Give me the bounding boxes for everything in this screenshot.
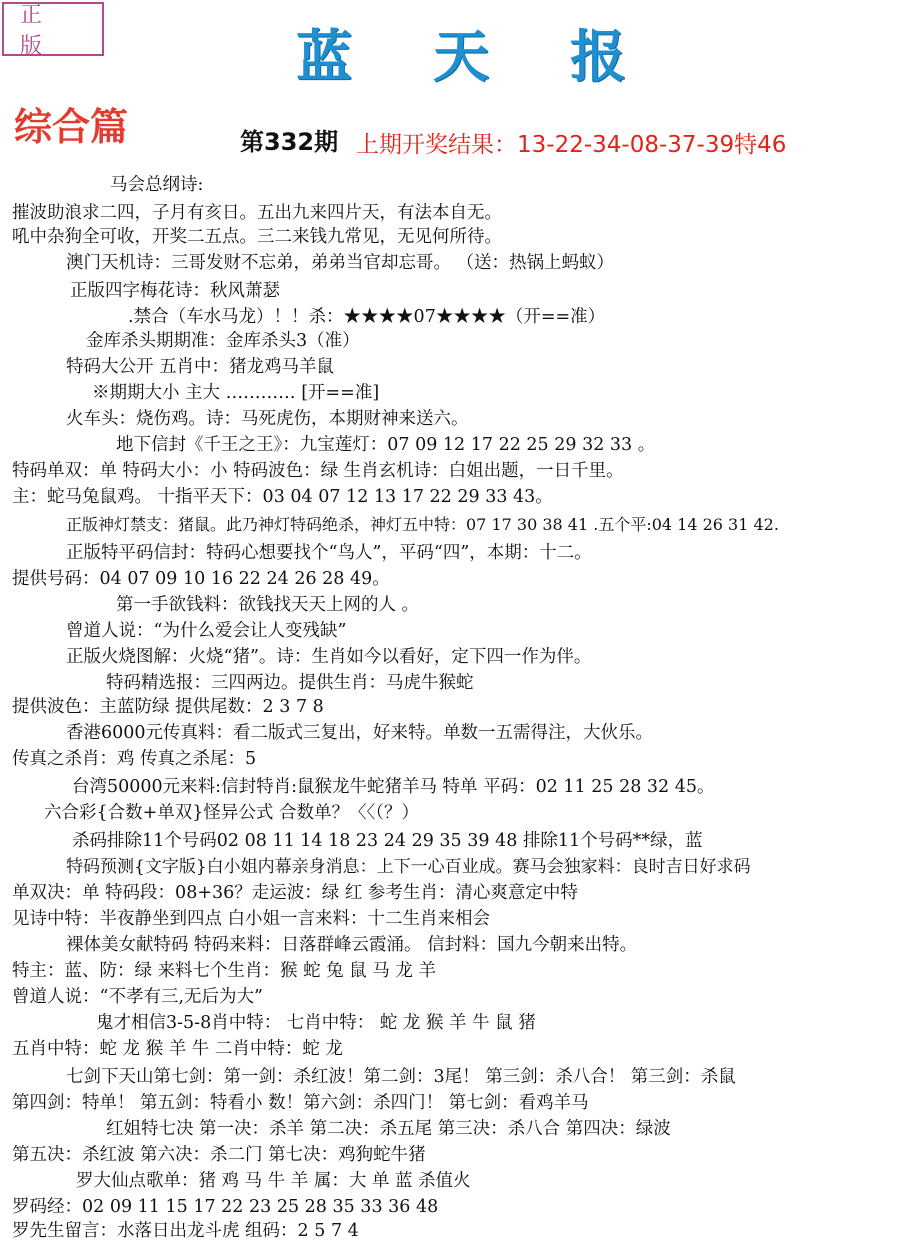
section-title: 综合篇 <box>14 104 129 149</box>
text-line: 特码大公开 五肖中：猪龙鸡马羊鼠 <box>66 357 335 377</box>
text-line: .禁合（车水马龙）！！杀：★★★★07★★★★（开==准） <box>128 307 606 327</box>
text-line: 传真之杀肖：鸡 传真之杀尾：5 <box>12 749 257 769</box>
text-line: 罗先生留言：水落日出龙斗虎 组码：2 5 7 4 <box>12 1221 359 1241</box>
text-line: 吼中杂狗全可收，开奖二五点。三二来钱九常见，无见何所待。 <box>12 227 502 247</box>
text-line: 罗码经：02 09 11 15 17 22 23 25 28 35 33 36 48 <box>12 1197 439 1217</box>
issue-number: 第332期 <box>240 128 339 156</box>
text-line: 单双决：单 特码段：08+36？走运波：绿 红 参考生肖：清心爽意定中特 <box>12 883 578 903</box>
text-line: 红姐特七决 第一决：杀羊 第二决：杀五尾 第三决：杀八合 第四决：绿波 <box>106 1119 671 1139</box>
text-line: 五肖中特：蛇 龙 猴 羊 牛 二肖中特：蛇 龙 <box>12 1039 343 1059</box>
text-line: 摧波助浪求二四，子月有亥日。五出九来四片天，有法本自无。 <box>12 203 502 223</box>
text-line: 台湾50000元来料:信封特肖:鼠猴龙牛蛇猪羊马 特单 平码：02 11 25 28 32 45。 <box>72 777 715 797</box>
text-line: 地下信封《千王之王》：九宝莲灯：07 09 12 17 22 25 29 32 33 。 <box>116 435 656 455</box>
text-line: ※期期大小 主大 ………… [开==准] <box>92 383 380 403</box>
text-line: 正版四字梅花诗：秋风萧瑟 <box>70 281 280 301</box>
text-line: 杀码排除11个号码02 08 11 14 18 23 24 29 35 39 48 排除11个号码**绿，蓝 <box>72 831 703 851</box>
text-line: 澳门天机诗：三哥发财不忘弟，弟弟当官却忘哥。 （送：热锅上蚂蚁） <box>66 253 615 273</box>
text-line: 特码精选报：三四两边。提供生肖：马虎牛猴蛇 <box>106 673 474 693</box>
text-line: 提供号码：04 07 09 10 16 22 24 26 28 49。 <box>12 569 390 589</box>
text-line: 马会总纲诗: <box>110 175 204 195</box>
text-line: 特码预测{文字版}白小姐内幕亲身消息：上下一心百业成。赛马会独家料：良时吉日好求码 <box>66 857 751 877</box>
text-line: 正版神灯禁支：猪鼠。此乃神灯特码绝杀，神灯五中特：07 17 30 38 41 .五个平:04 14 26 31 42. <box>66 515 779 534</box>
text-line: 见诗中特：半夜静坐到四点 白小姐一言来料：十二生肖来相会 <box>12 909 491 929</box>
text-line: 提供波色：主蓝防绿 提供尾数：2 3 7 8 <box>12 697 324 717</box>
text-line: 第五决：杀红波 第六决：杀二门 第七决：鸡狗蛇牛猪 <box>12 1145 426 1165</box>
last-result-label: 上期开奖结果： <box>356 132 517 158</box>
text-line: 特主：蓝、防：绿 来料七个生肖：猴 蛇 兔 鼠 马 龙 羊 <box>12 961 436 981</box>
text-line: 香港6000元传真料：看二版式三复出，好来特。单数一五需得注，大伙乐。 <box>66 723 654 743</box>
text-line: 正版特平码信封：特码心想要找个“鸟人”，平码“四”，本期：十二。 <box>66 543 592 563</box>
text-line: 六合彩{合数+单双}怪异公式 合数单？〈〈（？） <box>44 803 419 823</box>
text-line: 第一手欲钱料：欲钱找天天上网的人 。 <box>116 595 420 615</box>
text-line: 正版火烧图解：火烧“猪”。诗：生肖如今以看好，定下四一作为伴。 <box>66 647 592 667</box>
text-line: 金库杀头期期准：金库杀头3（准） <box>86 331 360 351</box>
text-line: 裸体美女献特码 特码来料：日落群峰云霞涌。 信封料：国九今朝来出特。 <box>66 935 638 955</box>
title-char-2: 天 <box>433 24 489 90</box>
text-line: 七剑下天山第七剑：第一剑：杀红波！第二剑：3尾！ 第三剑：杀八合！ 第三剑：杀鼠 <box>66 1067 736 1087</box>
text-line: 曾道人说：“不孝有三,无后为大” <box>12 987 263 1007</box>
title-char-1: 蓝 <box>296 24 352 90</box>
text-line: 第四剑：特单！ 第五剑：特看小 数！第六剑：杀四门！ 第七剑：看鸡羊马 <box>12 1093 589 1113</box>
text-line: 火车头：烧伤鸡。诗：马死虎伤，本期财神来送六。 <box>66 409 469 429</box>
text-line: 曾道人说：“为什么爱会让人变残缺” <box>66 621 347 641</box>
text-line: 特码单双：单 特码大小：小 特码波色：绿 生肖玄机诗：白姐出题，一日千里。 <box>12 461 624 481</box>
last-result-numbers: 13-22-34-08-37-39特46 <box>517 132 787 158</box>
text-line: 主：蛇马兔鼠鸡。 十指平天下：03 04 07 12 13 17 22 29 33 43。 <box>12 487 553 507</box>
edition-stamp: 正 版 <box>2 2 104 56</box>
text-line: 鬼才相信3-5-8肖中特： 七肖中特： 蛇 龙 猴 羊 牛 鼠 猪 <box>96 1013 536 1033</box>
title-char-3: 报 <box>570 24 626 90</box>
text-line: 罗大仙点歌单：猪 鸡 马 牛 羊 属：大 单 蓝 杀值火 <box>76 1171 471 1191</box>
